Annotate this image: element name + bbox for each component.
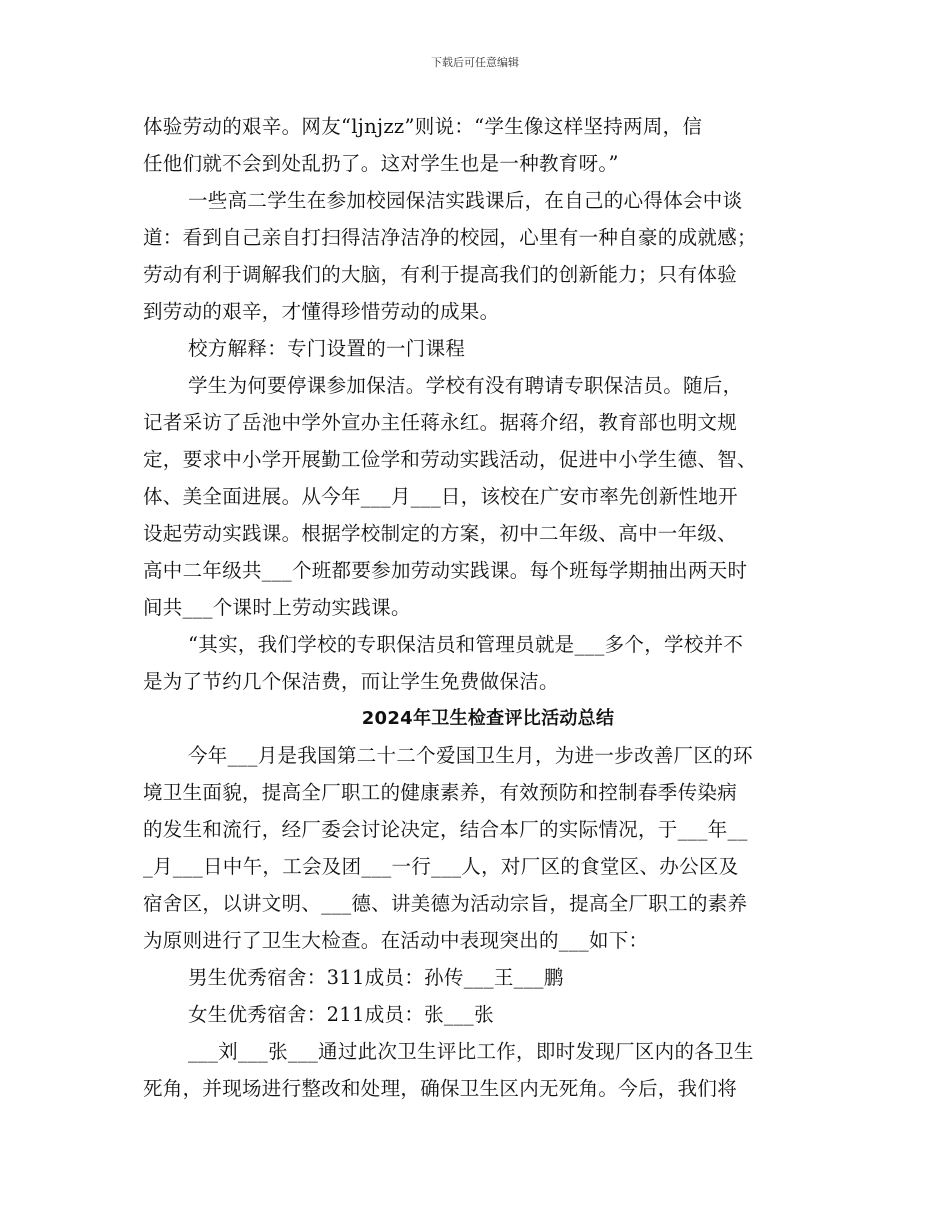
section-block <box>143 737 833 1107</box>
text-line: 男生优秀宿舍：311成员：孙传___王___鹏 <box>188 966 564 989</box>
text-line: 女生优秀宿舍：211成员：张___张 <box>188 1003 494 1026</box>
text-line: 一些高二学生在参加校园保洁实践课后，在自己的心得体会中谈 <box>188 189 743 212</box>
text-line: 宿舍区，以讲文明、___德、讲美德为活动宗旨，提高全厂职工的素养 <box>143 892 748 915</box>
text-line: “其实，我们学校的专职保洁员和管理员就是___多个，学校并不 <box>188 633 744 656</box>
text-line: 境卫生面貌，提高全厂职工的健康素养，有效预防和控制春季传染病 <box>143 781 738 804</box>
text-line: 校方解释：专门设置的一门课程 <box>188 337 466 360</box>
text-line: 到劳动的艰辛，才懂得珍惜劳动的成果。 <box>143 300 500 323</box>
section-title: 2024年卫生检查评比活动总结 <box>361 708 615 729</box>
paragraph-block <box>143 108 833 700</box>
text-line: 今年___月是我国第二十二个爱国卫生月，为进一步改善厂区的环 <box>188 744 753 767</box>
text-line: 体验劳动的艰辛。网友“ljnjzz”则说：“学生像这样坚持两周，信 <box>143 115 703 138</box>
text-line: 道：看到自己亲自打扫得洁净洁净的校园，心里有一种自豪的成就感； <box>143 226 757 249</box>
document-body <box>143 108 833 1107</box>
text-line: 设起劳动实践课。根据学校制定的方案，初中二年级、高中一年级、 <box>143 522 738 545</box>
text-line: ___刘___张___通过此次卫生评比工作，即时发现厂区内的各卫生 <box>188 1040 754 1063</box>
text-line: 死角，并现场进行整改和处理，确保卫生区内无死角。今后，我们将 <box>143 1077 738 1100</box>
text-line: _月___日中午，工会及团___一行___人，对厂区的食堂区、办公区及 <box>143 855 739 878</box>
text-line: 间共___个课时上劳动实践课。 <box>143 596 411 619</box>
text-line: 高中二年级共___个班都要参加劳动实践课。每个班每学期抽出两天时 <box>143 559 748 582</box>
page-header: 下载后可任意编辑 <box>431 56 519 69</box>
text-line: 体、美全面进展。从今年___月___日，该校在广安市率先创新性地开 <box>143 485 738 508</box>
text-line: 是为了节约几个保洁费，而让学生免费做保洁。 <box>143 670 559 693</box>
text-line: 为原则进行了卫生大检查。在活动中表现突出的___如下： <box>143 929 649 952</box>
text-line: 的发生和流行，经厂委会讨论决定，结合本厂的实际情况，于___年__ <box>143 818 748 841</box>
text-line: 劳动有利于调解我们的大脑，有利于提高我们的创新能力；只有体验 <box>143 263 738 286</box>
text-line: 记者采访了岳池中学外宣办主任蒋永红。据蒋介绍，教育部也明文规 <box>143 411 738 434</box>
text-line: 任他们就不会到处乱扔了。这对学生也是一种教育呀。” <box>143 152 619 175</box>
text-line: 定，要求中小学开展勤工俭学和劳动实践活动，促进中小学生德、智、 <box>143 448 757 471</box>
text-line: 学生为何要停课参加保洁。学校有没有聘请专职保洁员。随后， <box>188 374 743 397</box>
